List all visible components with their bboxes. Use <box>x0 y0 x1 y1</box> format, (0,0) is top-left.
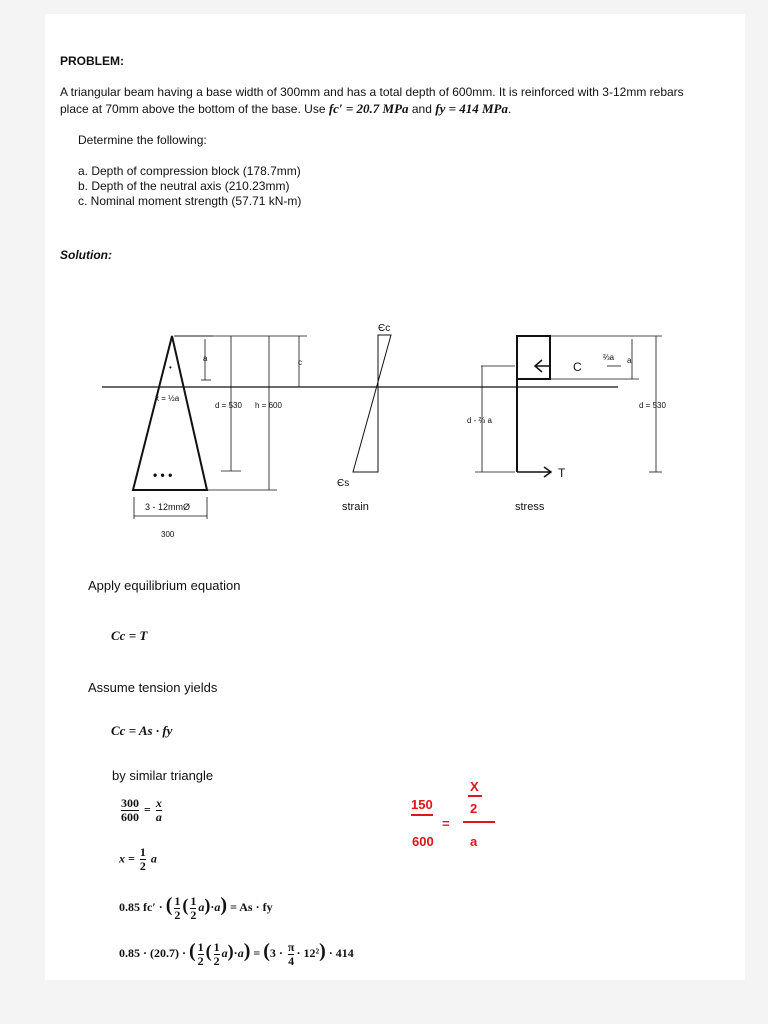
eq4-var: a <box>150 851 157 866</box>
eq4-lhs: x = <box>119 851 135 866</box>
label-h: h = 600 <box>255 401 282 410</box>
eq6-lead: 0.85 · (20.7) · <box>119 946 186 960</box>
annot-x: X <box>470 779 479 794</box>
eq4-den: 2 <box>139 859 146 873</box>
rebar-dots: • • • <box>153 468 173 482</box>
eq-numeric: 0.85 · (20.7) · ( $\frac{1}{2}$ ( $\frac{1}{2}$ a)·a) = (3 · $\frac{\pi}{4}$ · 12²) · 414 <box>119 939 354 968</box>
item-a: a. Depth of compression block (178.7mm) <box>78 164 301 178</box>
eq6-three: 3 · <box>269 946 283 960</box>
beam-figure <box>45 279 745 564</box>
label-width: 300 <box>161 530 175 539</box>
eq5-den2: 2 <box>190 907 197 922</box>
label-d: d = 530 <box>215 401 242 410</box>
label-a-right: a <box>627 356 632 365</box>
problem-heading: PROBLEM: <box>60 54 124 68</box>
eq6-num2: 1 <box>213 939 220 954</box>
eq6-four: 4 <box>288 953 295 968</box>
beam-triangle <box>133 336 207 490</box>
annot-2: 2 <box>470 801 478 816</box>
eq5-tail: = As · fy <box>230 900 273 914</box>
fy-expression: fy = 414 MPa <box>435 101 508 116</box>
similar-text: by similar triangle <box>112 768 214 783</box>
determine-text: Determine the following: <box>78 133 207 147</box>
annot-600: 600 <box>412 834 434 849</box>
and-word: and <box>411 102 432 116</box>
label-d-right: d = 530 <box>639 401 666 410</box>
problem-line-1: A triangular beam having a base width of 300mm and has a total depth of 600mm. It is reinforced with 3-12mm rebars <box>60 85 684 99</box>
document-page <box>45 14 745 980</box>
eq-cc-t: Cc = T <box>111 628 148 643</box>
label-x: x = ½a <box>155 394 180 403</box>
apply-text: Apply equilibrium equation <box>88 578 241 593</box>
eq5-num: 1 <box>174 893 181 908</box>
item-b: b. Depth of the neutral axis (210.23mm) <box>78 179 290 193</box>
eq6-sq: · 12² <box>296 946 320 960</box>
label-ec: Єc <box>378 323 391 334</box>
eq6-den: 2 <box>197 953 204 968</box>
assume-text: Assume tension yields <box>88 680 218 695</box>
eq6-den2: 2 <box>213 953 220 968</box>
eq-x-half-a <box>119 846 157 873</box>
eq6-tail: · 414 <box>328 946 354 960</box>
frac-a: a <box>155 810 162 824</box>
problem-line-2-prefix: place at 70mm above the bottom of the base. Use <box>60 102 326 116</box>
fc-expression: fc′ = 20.7 MPa <box>328 101 409 116</box>
label-a: a <box>203 354 208 363</box>
solution-heading: Solution: <box>60 248 112 262</box>
frac-x: x <box>155 796 162 810</box>
label-T: T <box>558 466 566 480</box>
eq5-lead: 0.85 fc′ · <box>119 900 163 914</box>
eq6-pi: π <box>287 939 295 954</box>
annot-150: 150 <box>411 797 433 812</box>
label-d-minus: d - ⅔ a <box>467 416 492 425</box>
period: . <box>508 102 512 116</box>
item-c: c. Nominal moment strength (57.71 kN-m) <box>78 194 302 208</box>
eq-strength: 0.85 fc′ · ( $\frac{1}{2}$ ( $\frac{1}{2}$ a)·a) = As · fy <box>119 893 273 922</box>
red-annotation <box>411 779 501 849</box>
label-two-thirds-a: ⅔a <box>603 353 615 362</box>
eq5-num2: 1 <box>190 893 197 908</box>
label-bars: 3 - 12mmØ <box>145 502 191 512</box>
eq4-num: 1 <box>139 845 146 859</box>
label-strain: strain <box>342 501 369 513</box>
eq6-num: 1 <box>197 939 204 954</box>
frac-300: 300 <box>121 796 139 810</box>
centroid-dot: • <box>169 363 172 372</box>
annot-eq: = <box>442 816 450 831</box>
label-c: c <box>298 358 302 367</box>
problem-line-2 <box>60 101 511 117</box>
eq-similar: $\frac{300}{600}$ = $\frac{x}{a}$ <box>121 796 162 824</box>
eq5-den: 2 <box>174 907 181 922</box>
annot-a: a <box>470 834 478 849</box>
frac-600: 600 <box>121 810 139 824</box>
label-stress: stress <box>515 501 545 513</box>
label-es: Єs <box>337 478 350 489</box>
label-C: C <box>573 360 582 374</box>
eq-cc-asfy: Cc = As · fy <box>111 723 173 738</box>
